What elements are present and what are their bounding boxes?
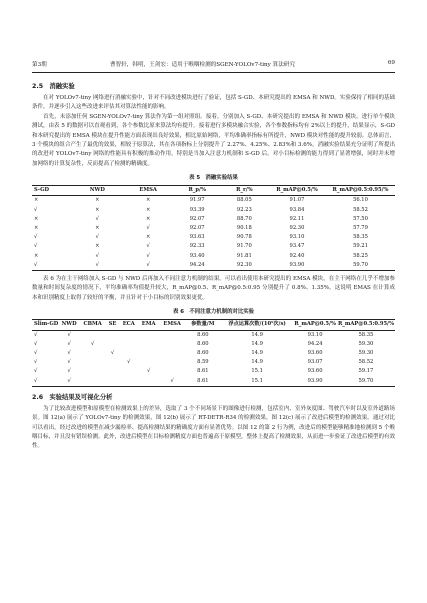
table-cell [105,358,119,367]
table-cell [159,349,184,358]
table-cell: × [95,206,100,213]
table-cell: 15.1 [251,368,263,375]
table-cell: √ [170,377,174,384]
table-cell: 58.25 [353,252,368,259]
table-cell: 14.9 [251,349,263,356]
table-cell: 92.30 [236,261,252,268]
table-header-row [32,320,395,330]
table-cell: 93.10 [307,331,323,338]
table-caption: 表 5 消融实验结果 [189,175,238,182]
table-cell: 92.11 [289,215,305,222]
table-cell: 59.70 [353,261,368,268]
table-row [32,252,395,261]
paragraph: 为了比较改进模型和原模型在检测效果上的差异，选取了 3 个不同场景下的图像进行检测，包括室内、室外灰度图、驾驶汽车时以及室外道路场景。图 12(a) 展示了 YOLOv7-tiny 的检测效果，图 12(b) 展示了 RT-DETR-R34 的检测效果，图 12(c) 展示了改进后模型的检测效果。通过对比可以看出，经过改进的模型在减少漏检率、提高检测结果的精确度方面有显著优势。以图 12 的第 2 行为例，改进后的模型能够精准地检测到 5 个喉咽目标，并且没有错误检测。此外，改进后模型在目标检测精度方面也普遍高于原模型，整体上提高了检测效果，从而进一步验证了改进后模型的有效性。 [32,405,396,450]
section-heading-results: 2.6 实验结果及可视化分析 [32,393,113,401]
table-header-cell: R_mAP@0.5:0.95/% [337,321,394,328]
header-rule [32,72,395,73]
table-row [32,233,395,242]
page-number: 69 [387,60,395,66]
table-cell: 94.24 [307,340,323,347]
table-cell: 92.23 [236,206,252,213]
table-cell: √ [95,252,99,259]
ablation-table [32,185,395,271]
table-cell: 8.60 [197,331,209,338]
table-header-cell: NWD [89,187,105,194]
table-cell: 58.52 [353,206,368,213]
paragraph: 表 6 为在主干网络加入 S-GD 与 NWD 后再加入不同注意力机制的结果。可以看出使用本研究提出的 EMSA 模块，在主干网络在几乎不增加参数量和时间复杂度的情况下，平均准确率均值提升较大，R_mAP@0.5、R_mAP@0.5:0.95 分别提升了 0.8%、1.35%，这说明 EMAS 在计算成本和识别精度上取得了较好的平衡，并且针对于小目标的识别效果更优。 [32,276,395,301]
table-cell [80,349,105,358]
table-header-cell: R_p/% [188,187,206,194]
table-cell: 8.60 [197,349,209,356]
table-cell: 59.21 [353,243,368,250]
table-cell: 92.07 [189,225,205,232]
table-row [32,377,395,387]
table-cell: 58.35 [353,234,368,241]
table-cell: 59.30 [358,340,374,347]
table-row [32,206,395,215]
table-cell: 93.40 [189,252,205,259]
table-cell: 56.10 [353,197,368,204]
issue-number: 第3期 [32,62,47,68]
table-cell [120,330,138,340]
table-cell: √ [146,261,150,268]
table-cell: √ [34,368,38,375]
table-cell: 59.70 [358,377,374,384]
table-cell [80,358,105,367]
table-row [32,224,395,233]
attention-comparison-table [32,319,395,386]
table-header-cell: Slim-GD [34,321,59,328]
table-header-cell: CBMA [83,321,102,328]
table-row [32,358,395,367]
table-cell: × [95,197,100,204]
table-cell [120,367,138,376]
table-cell [159,367,184,376]
table-cell [105,367,119,376]
table-header-cell: 浮点运算次数/(10⁹次/s) [228,321,286,328]
table-cell: 88.70 [236,215,252,222]
table-cell [80,367,105,376]
table-cell [159,330,184,340]
table-cell: √ [95,261,99,268]
table-row [32,367,395,376]
table-cell: 59.17 [358,368,374,375]
section-heading-ablation: 2.5 消融实验 [32,83,75,90]
table-cell [105,330,119,340]
table-cell: √ [34,340,38,347]
table-cell: × [145,215,151,222]
table-cell: 90.78 [236,234,252,241]
table-cell: 93.47 [289,243,305,250]
table-cell: × [95,243,100,250]
table-cell: 93.63 [189,234,205,241]
table-cell [138,377,160,387]
table-cell: √ [146,225,150,232]
table-cell: √ [146,252,150,259]
table-cell: √ [67,340,71,347]
table-cell: √ [110,349,115,356]
table-cell: 58.52 [358,359,374,366]
table-header-cell: R_mAP@0.5/% [294,321,336,328]
table-header-cell: S-GD [34,187,50,194]
table-cell: √ [34,377,38,384]
table-cell: √ [34,349,38,356]
table-row [32,215,395,224]
table-cell: 93.10 [289,234,305,241]
table-cell: √ [34,206,38,213]
table-header-cell: R_mAP@0.5/% [276,187,318,194]
table-cell: 93.90 [307,377,323,384]
paragraph: 首先，未添加任何 SGEN-YOLOv7-tiny 算法作为第一组对照组。接着，分别加入 S-GD、本研究提出的 EMSA 和 NWD 模块，进行单个模块测试，由表 5 的数据可以直观看到，各个参数比原来算法均有提升。接着进行多模块融合实验，各个参数指标均有 2%以上的提升，结果显示，S-GD 和本研究提出的 EMSA 模块在提升性能方面表现出良好效果，相比原始网络，平均准确率指标有所提升，NWD 模块对性能的提升较弱。总体而言，3 个模块的组合产生了最优的效果，相较于原算法，其在各项指标上分别提升了 2.27%、4.25%、2.83%和 3.6%。消融实验结果充分证明了所提出的改进对 YOLOv7-tiny 网络的性能具有积极的推动作用。特别是当加入注意力机制和 S-GD 后，对小目标检测的能力得到了显著增强，同时并未增加网络的计算复杂性，反而提高了检测的精确度。 [32,113,395,167]
running-header [32,60,395,72]
table-cell: 92.40 [289,252,305,259]
table-cell: 59.30 [358,349,374,356]
table-cell [105,377,119,387]
table-cell: × [95,225,100,232]
table-header-cell: R_r/% [236,187,253,194]
table-row [32,340,395,349]
table-cell: √ [67,377,71,384]
table-cell [105,340,119,349]
table-row [32,196,395,206]
table-cell [80,377,105,387]
table-cell: 14.9 [251,340,263,347]
table-cell [138,330,160,340]
table-cell: √ [90,340,95,347]
table-cell: 93.60 [307,349,323,356]
table-cell: √ [34,359,38,366]
table-header-cell: ECA [122,321,135,328]
table-cell [120,340,138,349]
table-cell: √ [67,331,71,338]
table-cell [159,358,184,367]
table-cell: √ [34,331,38,338]
table-cell: 92.07 [189,215,205,222]
table-header-cell: R_mAP@0.5:0.95/% [332,187,389,194]
table-cell: × [34,252,39,259]
table-cell: √ [34,243,38,250]
main-content [32,78,395,452]
table-cell: 93.39 [189,206,205,213]
running-title: 曹智轩，韩明，王剑宏：适用于喉咽检测的SGEN-YOLOv7-tiny 算法研究 [110,62,295,68]
table-cell: √ [34,234,38,241]
table-cell [138,340,160,349]
table-header-cell: EMSA [139,187,157,194]
table-cell: 94.24 [189,261,205,268]
table-cell: √ [67,359,71,366]
table-row [32,349,395,358]
table-cell [120,349,138,358]
table-cell [138,358,160,367]
table-cell: √ [67,349,71,356]
table-header-cell: 参数量/M [191,321,215,328]
table-cell: 58.35 [358,331,374,338]
table-cell: 91.70 [236,243,252,250]
table-cell [159,340,184,349]
table-cell: √ [95,215,99,222]
table-cell: 57.79 [353,225,368,232]
table-cell: × [34,225,39,232]
table-header-cell: EMSA [163,321,181,328]
table-header-cell: SE [108,321,117,328]
table-cell: × [145,206,151,213]
table-cell: √ [146,368,151,375]
table-cell: 14.9 [251,331,263,338]
table-cell: 8.61 [197,377,209,384]
paragraph: 在对 YOLOv7-tiny 网络进行消融实验中，针对不同改进模块进行了验证，包括 S-GD、本研究提出的 EMSA 和 NWD。实验保持了相同的基础条件，并逐步引入这些改进来评估其对算法性能的影响。 [32,95,395,111]
table-cell [80,330,105,340]
table-cell: 92.33 [189,243,205,250]
table-cell [120,377,138,387]
table-cell: × [145,234,151,241]
table-cell: × [34,215,39,222]
table-caption: 表 6 不同注意力机制的对比实验 [172,309,255,316]
table-cell: 8.60 [197,340,209,347]
table-cell: 91.97 [189,197,205,204]
table-cell: 92.30 [289,225,305,232]
table-cell: 57.50 [353,215,368,222]
table-cell: 91.07 [289,197,305,204]
table-cell: × [34,197,39,204]
table-cell: 15.1 [251,377,263,384]
table-cell: √ [146,243,150,250]
table-header-cell: NWD [61,321,77,328]
table-cell: 93.90 [289,261,305,268]
table-header-row [32,186,395,196]
table-row [32,261,395,271]
table-cell: √ [67,368,71,375]
table-header-cell: EMA [141,321,156,328]
table-cell: 93.60 [307,368,323,375]
table-cell: 93.84 [289,206,305,213]
table-cell: 14.9 [251,359,263,366]
table-row [32,242,395,251]
table-cell: √ [127,359,131,366]
table-cell: 91.81 [236,252,252,259]
table-cell: 8.61 [197,368,209,375]
table-cell: 8.59 [197,359,209,366]
table-cell: × [145,197,151,204]
table-row [32,330,395,340]
table-cell: √ [95,234,99,241]
table-cell: 93.07 [307,359,323,366]
table-cell: 90.18 [236,225,252,232]
table-cell: √ [34,261,38,268]
table-cell [138,349,160,358]
table-cell: 88.05 [236,197,252,204]
